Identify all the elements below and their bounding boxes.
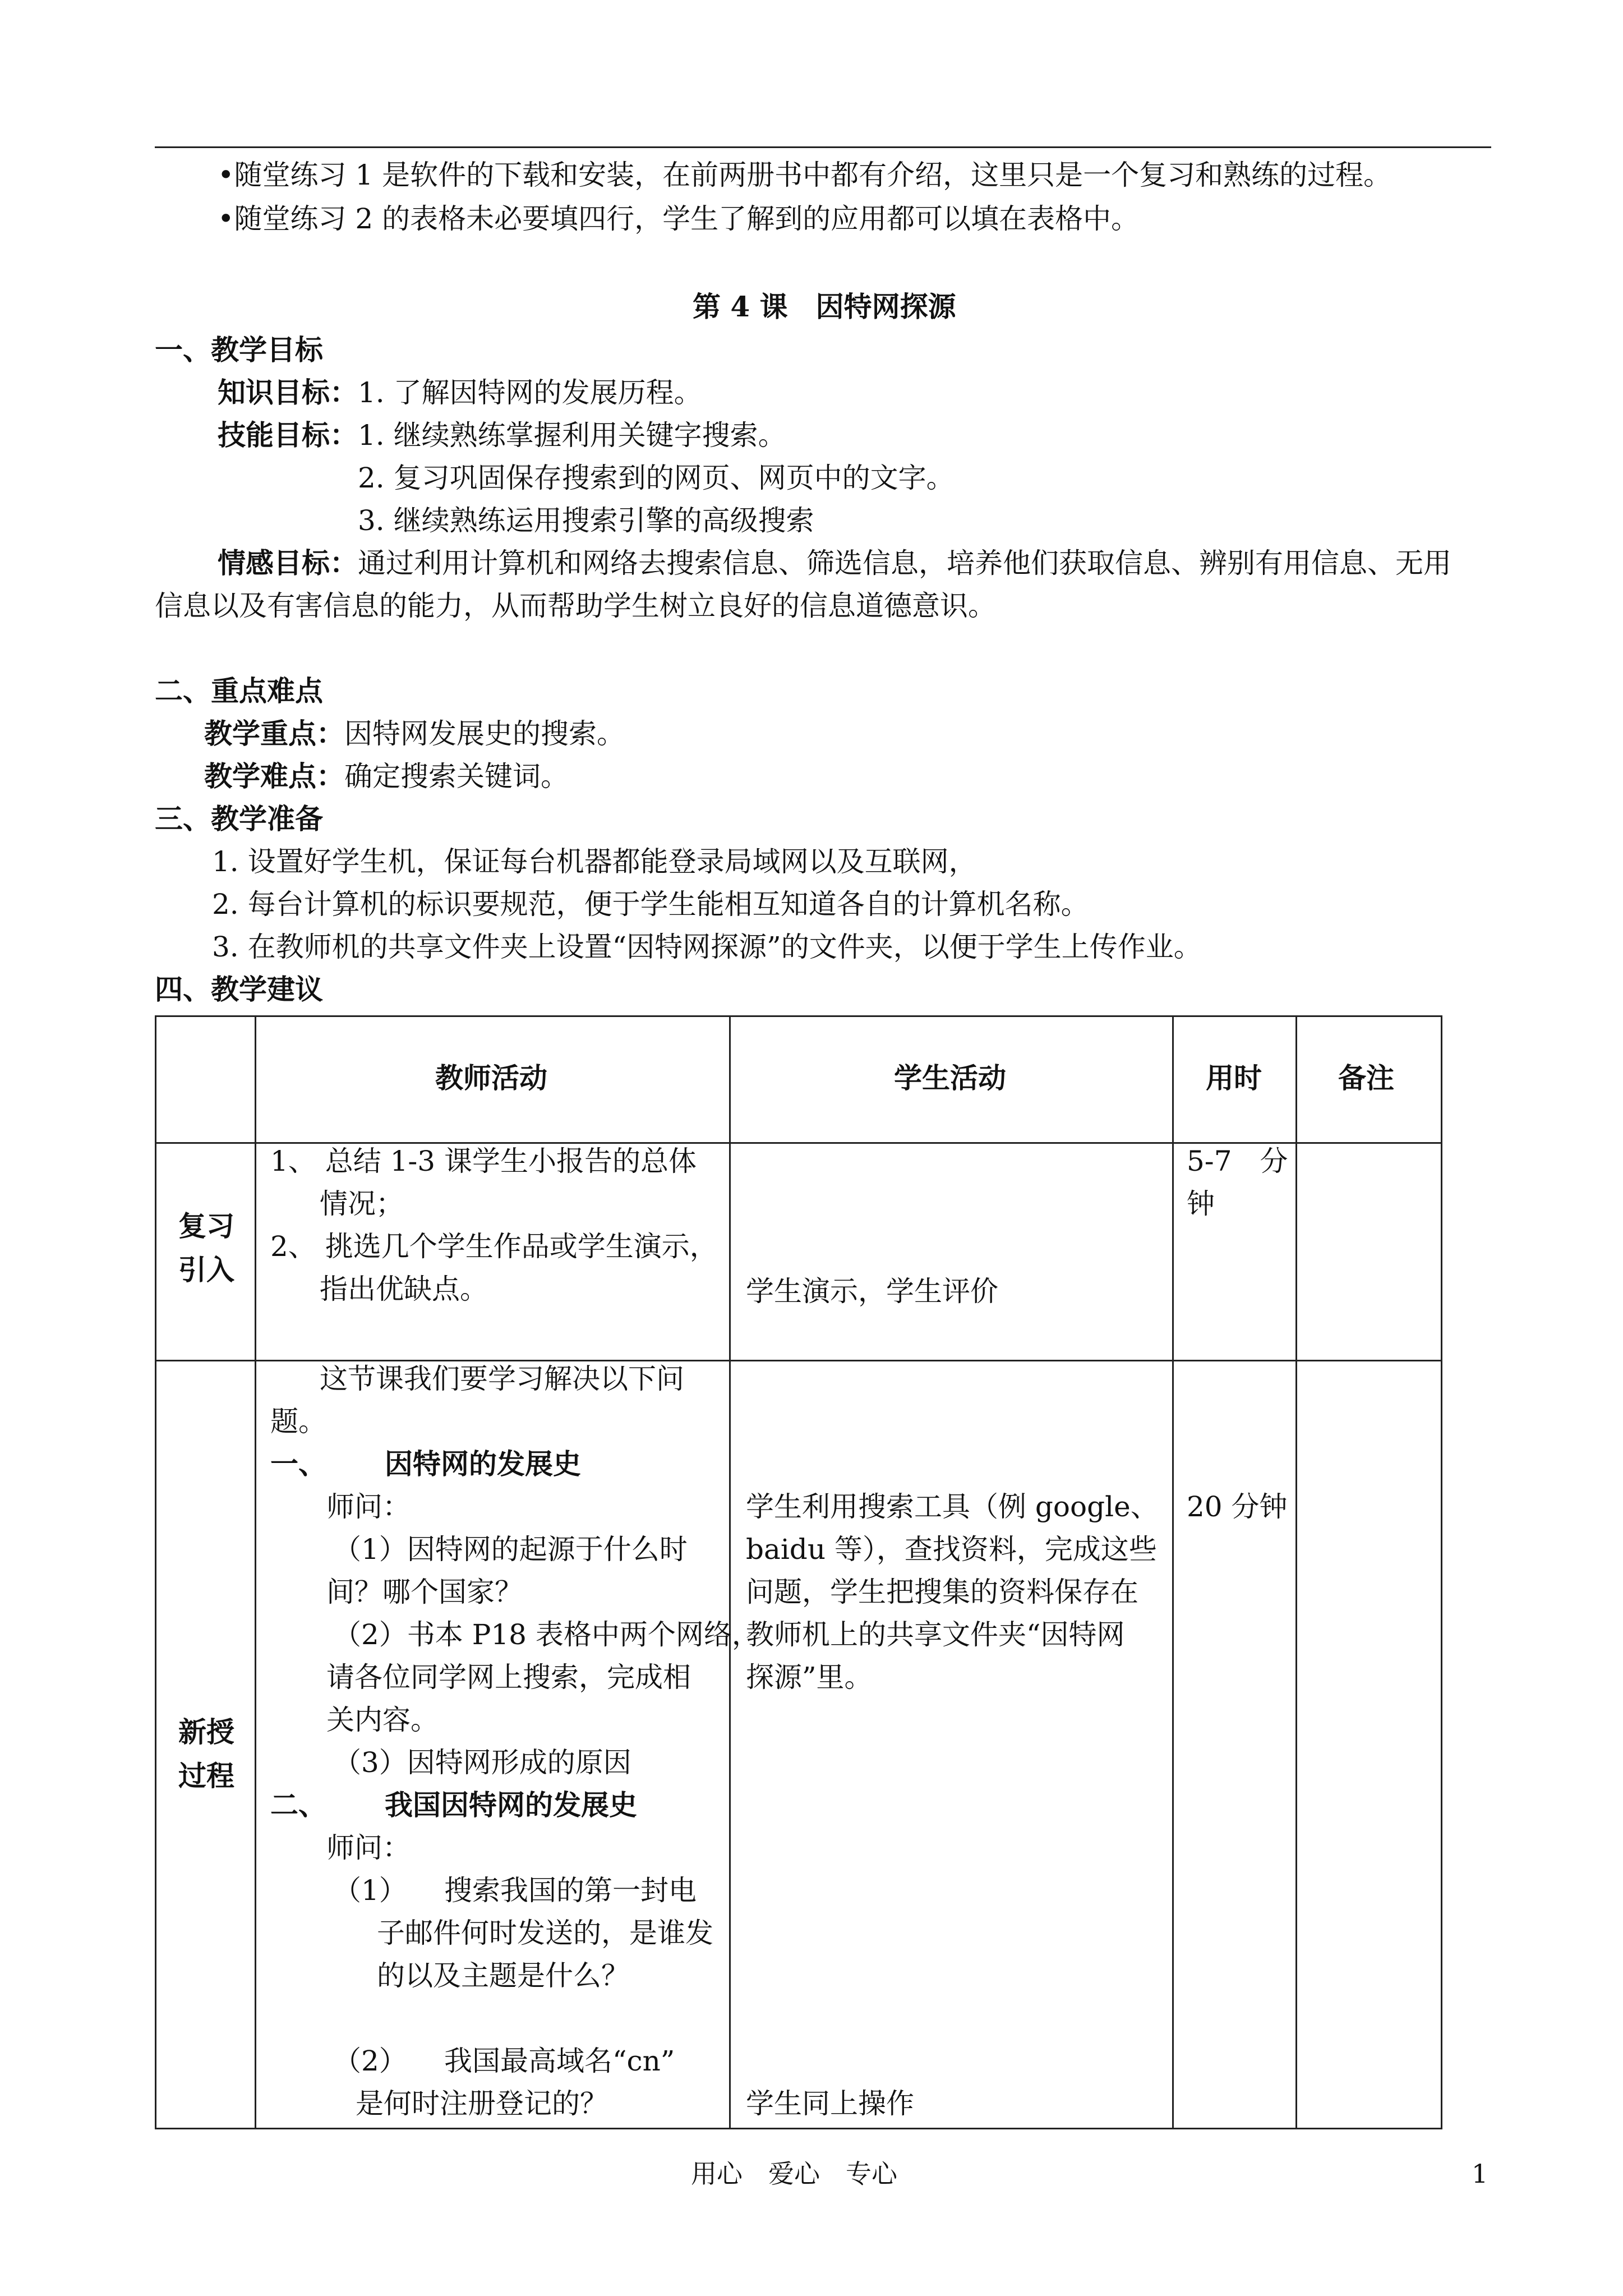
teacher-asks-2: 师问： bbox=[326, 1832, 411, 1864]
skill-goal-3: 3. 继续熟练运用搜索引擎的高级搜索 bbox=[358, 504, 814, 537]
table-rule bbox=[155, 1360, 1442, 1361]
question-4-number: （1） bbox=[333, 1874, 407, 1907]
table-rule bbox=[1441, 1015, 1442, 2129]
skill-goal-2: 2. 复习巩固保存搜索到的网页、网页中的文字。 bbox=[358, 462, 955, 494]
part-2-number: 二、 bbox=[270, 1788, 326, 1821]
row1-teacher-line: 指出优缺点。 bbox=[320, 1273, 488, 1305]
emotion-goal-line-2: 信息以及有害信息的能力，从而帮助学生树立良好的信息道德意识。 bbox=[155, 590, 996, 622]
row2-student-line: 问题，学生把搜集的资料保存在 bbox=[746, 1576, 1138, 1608]
row1-teacher-line: 情况； bbox=[320, 1188, 404, 1220]
question-2-line-2: 请各位同学网上搜索，完成相 bbox=[326, 1661, 691, 1694]
header-student-activity: 学生活动 bbox=[894, 1061, 1006, 1094]
key-point-text: 因特网发展史的搜索。 bbox=[344, 717, 625, 750]
difficulty-text: 确定搜索关键词。 bbox=[344, 760, 569, 793]
section-4-heading: 四、教学建议 bbox=[155, 973, 323, 1006]
row1-teacher-line: 1、 总结 1-3 课学生小报告的总体 bbox=[270, 1145, 697, 1177]
table-rule bbox=[1172, 1015, 1174, 2129]
row2-student-line: baidu 等），查找资料，完成这些 bbox=[746, 1533, 1157, 1566]
section-2-heading: 二、重点难点 bbox=[155, 674, 323, 707]
row2-intro-line-2: 题。 bbox=[270, 1405, 326, 1438]
row1-time-line-1: 5-7 分 bbox=[1187, 1145, 1288, 1177]
header-rule bbox=[155, 146, 1491, 148]
prep-item-1: 1. 设置好学生机，保证每台机器都能登录局域网以及互联网， bbox=[212, 845, 977, 878]
lesson-title: 第 4 课 因特网探源 bbox=[693, 290, 956, 323]
row2-student-line: 学生利用搜索工具（例 google、 bbox=[746, 1490, 1159, 1523]
knowledge-goal-1: 1. 了解因特网的发展历程。 bbox=[358, 376, 702, 409]
row1-teacher-line: 2、 挑选几个学生作品或学生演示， bbox=[270, 1230, 718, 1263]
row2-time: 20 分钟 bbox=[1187, 1490, 1288, 1523]
stage-new-line-2: 过程 bbox=[178, 1759, 234, 1792]
part-1-title: 因特网的发展史 bbox=[385, 1447, 581, 1480]
row2-student-end: 学生同上操作 bbox=[746, 2087, 914, 2120]
table-rule bbox=[155, 1015, 1442, 1017]
skill-goal-label: 技能目标： bbox=[218, 418, 358, 452]
teacher-asks-1: 师问： bbox=[326, 1490, 411, 1523]
question-5-line-1: 我国最高域名“cn” bbox=[444, 2045, 675, 2077]
stage-review-line-2: 引入 bbox=[178, 1253, 234, 1286]
stage-review-line-1: 复习 bbox=[178, 1209, 234, 1243]
question-5-number: （2） bbox=[333, 2045, 407, 2077]
part-2-title: 我国因特网的发展史 bbox=[385, 1788, 637, 1821]
question-2-line-1: （2）书本 P18 表格中两个网络， bbox=[333, 1618, 760, 1651]
section-3-heading: 三、教学准备 bbox=[155, 802, 323, 835]
prep-item-3: 3. 在教师机的共享文件夹上设置“因特网探源”的文件夹，以便于学生上传作业。 bbox=[212, 931, 1202, 963]
row2-intro-line-1: 这节课我们要学习解决以下问 bbox=[320, 1363, 684, 1395]
question-1-line-1: （1）因特网的起源于什么时 bbox=[333, 1533, 688, 1566]
page-number: 1 bbox=[1472, 2159, 1488, 2189]
row2-student-line: 探源”里。 bbox=[746, 1661, 873, 1694]
question-5-line-2: 是何时注册登记的？ bbox=[356, 2087, 608, 2120]
emotion-goal-line-1: 通过利用计算机和网络去搜索信息、筛选信息，培养他们获取信息、辨别有用信息、无用 bbox=[358, 547, 1451, 579]
header-notes: 备注 bbox=[1338, 1061, 1394, 1094]
table-rule bbox=[255, 1015, 256, 2129]
row1-time-line-2: 钟 bbox=[1187, 1188, 1215, 1220]
header-teacher-activity: 教师活动 bbox=[435, 1061, 547, 1094]
row2-student-line: 教师机上的共享文件夹“因特网 bbox=[746, 1618, 1125, 1651]
practice-note-1: •随堂练习 1 是软件的下载和安装，在前两册书中都有介绍，这里只是一个复习和熟练的过程。 bbox=[218, 159, 1392, 191]
question-4-line-2: 子邮件何时发送的，是谁发 bbox=[377, 1917, 713, 1949]
table-rule bbox=[155, 1015, 156, 2129]
knowledge-goal-label: 知识目标： bbox=[218, 376, 358, 409]
stage-new-line-1: 新授 bbox=[178, 1715, 234, 1749]
lesson-plan-table bbox=[155, 1015, 1442, 2129]
header-time: 用时 bbox=[1206, 1061, 1262, 1094]
table-rule bbox=[155, 1142, 1442, 1144]
question-4-line-1: 搜索我国的第一封电 bbox=[444, 1874, 697, 1907]
table-rule bbox=[155, 2128, 1442, 2129]
skill-goal-1: 1. 继续熟练掌握利用关键字搜索。 bbox=[358, 419, 786, 452]
key-point-label: 教学重点： bbox=[204, 717, 344, 750]
part-1-number: 一、 bbox=[270, 1447, 326, 1480]
question-2-line-3: 关内容。 bbox=[326, 1704, 439, 1736]
question-1-line-2: 间？哪个国家？ bbox=[326, 1576, 523, 1608]
section-1-heading: 一、教学目标 bbox=[155, 333, 323, 366]
table-rule bbox=[729, 1015, 731, 2129]
prep-item-2: 2. 每台计算机的标识要规范，便于学生能相互知道各自的计算机名称。 bbox=[212, 888, 1089, 921]
practice-note-2: •随堂练习 2 的表格未必要填四行，学生了解到的应用都可以填在表格中。 bbox=[218, 203, 1140, 235]
question-4-line-3: 的以及主题是什么？ bbox=[377, 1959, 629, 1992]
table-rule bbox=[1295, 1015, 1297, 2129]
row1-student-activity: 学生演示，学生评价 bbox=[746, 1275, 998, 1308]
question-3: （3）因特网形成的原因 bbox=[333, 1746, 631, 1779]
difficulty-label: 教学难点： bbox=[204, 760, 344, 793]
footer-slogan: 用心 爱心 专心 bbox=[691, 2159, 897, 2189]
emotion-goal-label: 情感目标： bbox=[218, 546, 358, 579]
